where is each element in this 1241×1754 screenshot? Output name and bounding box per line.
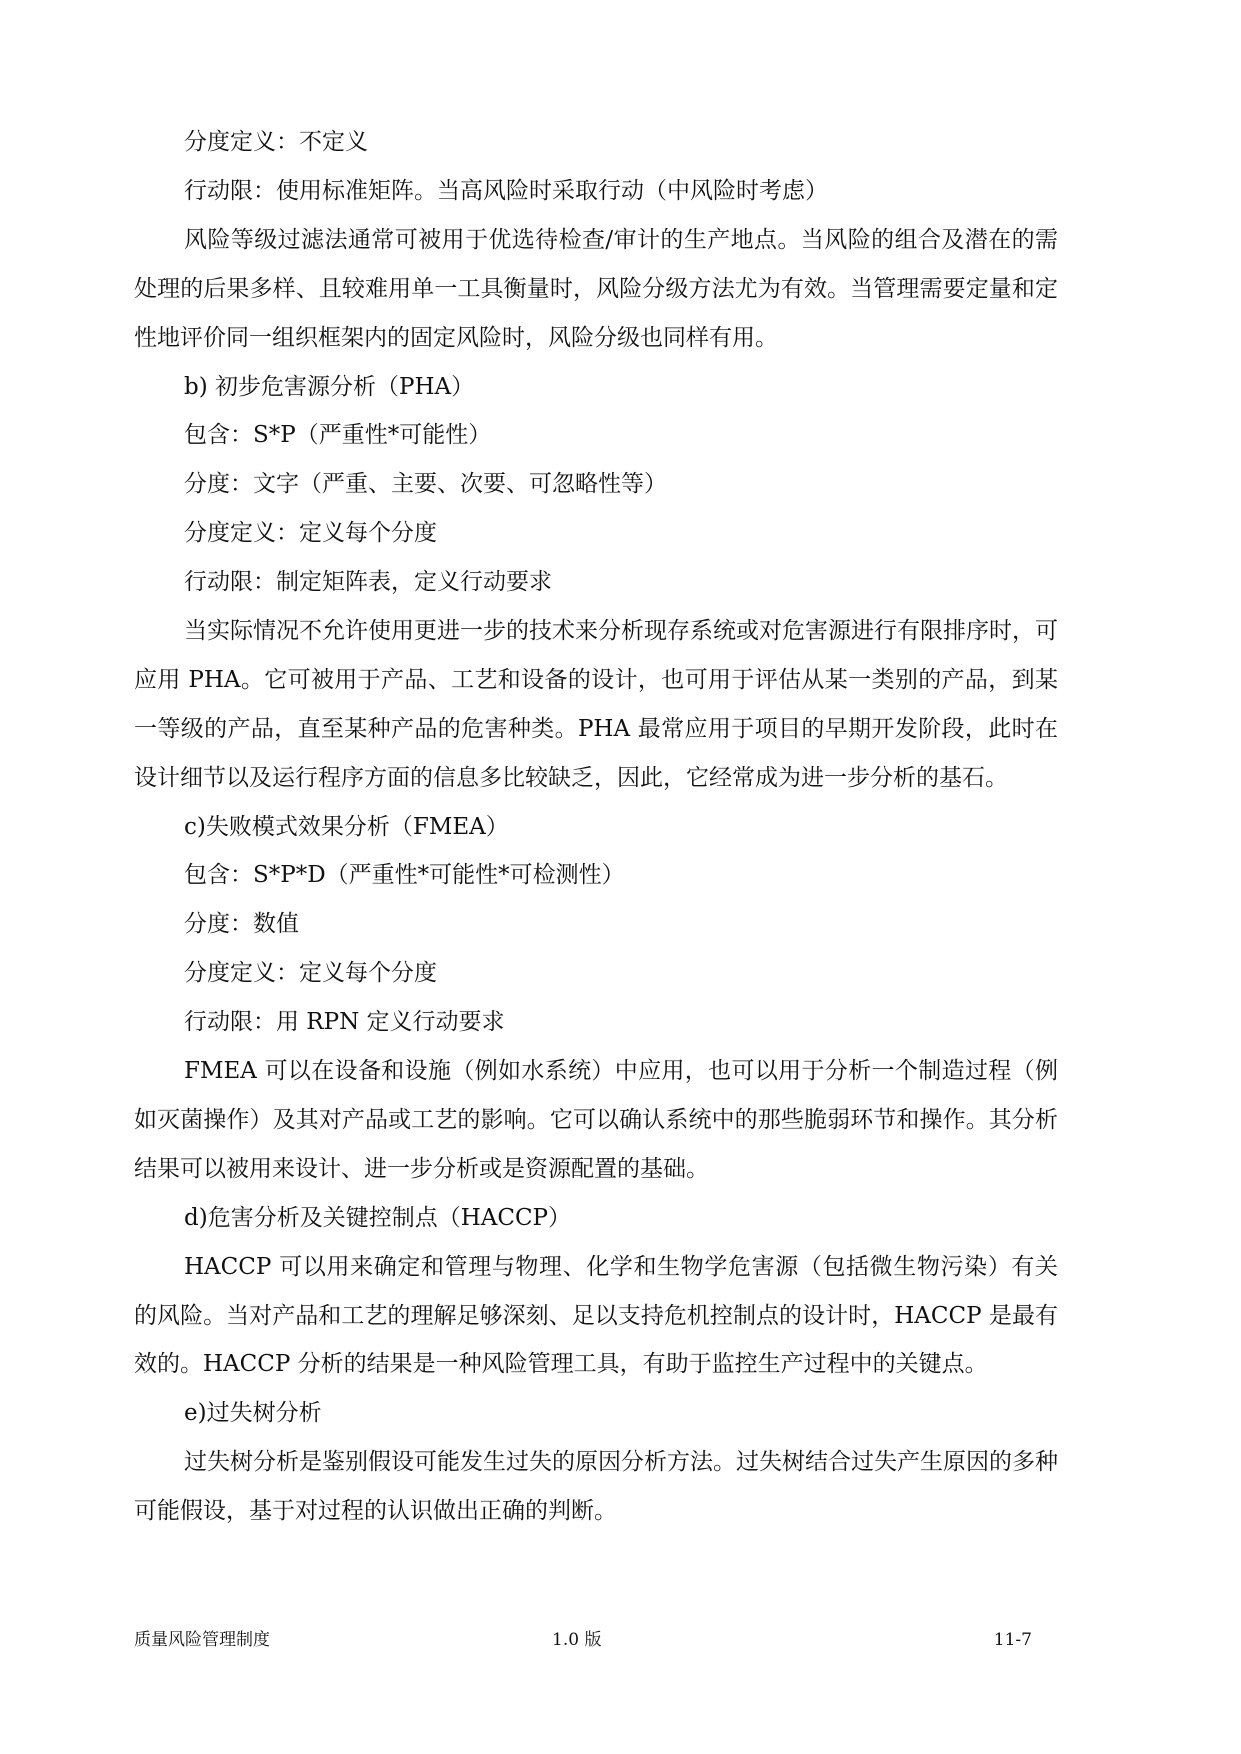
footer-version: 1.0 版 <box>552 1630 602 1650</box>
haccp-paragraph: HACCP 可以用来确定和管理与物理、化学和生物学危害源（包括微生物污染）有关的风险。当对产品和工艺的理解足够深刻、足以支持危机控制点的设计时，HACCP 是最有效的。HACCP 分析的结果是一种风险管理工具，有助于监控生产过程中的关键点。 <box>134 1253 1058 1378</box>
footer-document-title: 质量风险管理制度 <box>134 1630 270 1650</box>
fault-tree-paragraph: 过失树分析是鉴别假设可能发生过失的原因分析方法。过失树结合过失产生原因的多种可能假设，基于对过程的认识做出正确的判断。 <box>134 1449 1058 1525</box>
pha-scale-definition-line: 分度定义：定义每个分度 <box>184 520 437 547</box>
page-footer <box>134 1627 1058 1653</box>
section-heading-fault-tree: e)过失树分析 <box>184 1400 322 1427</box>
scale-definition-line: 分度定义：不定义 <box>184 129 368 155</box>
action-limit-line: 行动限：使用标准矩阵。当高风险时采取行动（中风险时考虑） <box>184 177 828 204</box>
footer-page-number: 11-7 <box>993 1630 1032 1650</box>
section-heading-pha: b) 初步危害源分析（PHA） <box>184 373 475 400</box>
pha-scale-line: 分度：文字（严重、主要、次要、可忽略性等） <box>184 471 667 498</box>
pha-paragraph: 当实际情况不允许使用更进一步的技术来分析现存系统或对危害源进行有限排序时，可应用 PHA。它可被用于产品、工艺和设备的设计，也可用于评估从某一类别的产品，到某一等级的产品，直至某种产品的危害种类。PHA 最常应用于项目的早期开发阶段，此时在设计细节以及运行程序方面的信息多比较缺乏，因此，它经常成为进一步分析的基石。 <box>134 617 1058 791</box>
fmea-includes-line: 包含：S*P*D（严重性*可能性*可检测性） <box>184 862 625 889</box>
risk-ranking-paragraph: 风险等级过滤法通常可被用于优选待检查/审计的生产地点。当风险的组合及潜在的需处理的后果多样、且较难用单一工具衡量时，风险分级方法尤为有效。当管理需要定量和定性地评价同一组织框架内的固定风险时，风险分级也同样有用。 <box>134 226 1058 351</box>
fmea-scale-line: 分度：数值 <box>184 911 299 938</box>
fmea-action-limit-line: 行动限：用 RPN 定义行动要求 <box>184 1009 505 1036</box>
section-heading-fmea: c)失败模式效果分析（FMEA） <box>184 813 509 840</box>
pha-action-limit-line: 行动限：制定矩阵表，定义行动要求 <box>184 569 552 596</box>
fmea-paragraph: FMEA 可以在设备和设施（例如水系统）中应用，也可以用于分析一个制造过程（例如灭菌操作）及其对产品或工艺的影响。它可以确认系统中的那些脆弱环节和操作。其分析结果可以被用来设计、进一步分析或是资源配置的基础。 <box>134 1058 1058 1182</box>
pha-includes-line: 包含：S*P（严重性*可能性） <box>184 422 492 449</box>
section-heading-haccp: d)危害分析及关键控制点（HACCP） <box>184 1204 572 1231</box>
document-body <box>134 118 1058 1536</box>
fmea-scale-definition-line: 分度定义：定义每个分度 <box>184 960 437 987</box>
